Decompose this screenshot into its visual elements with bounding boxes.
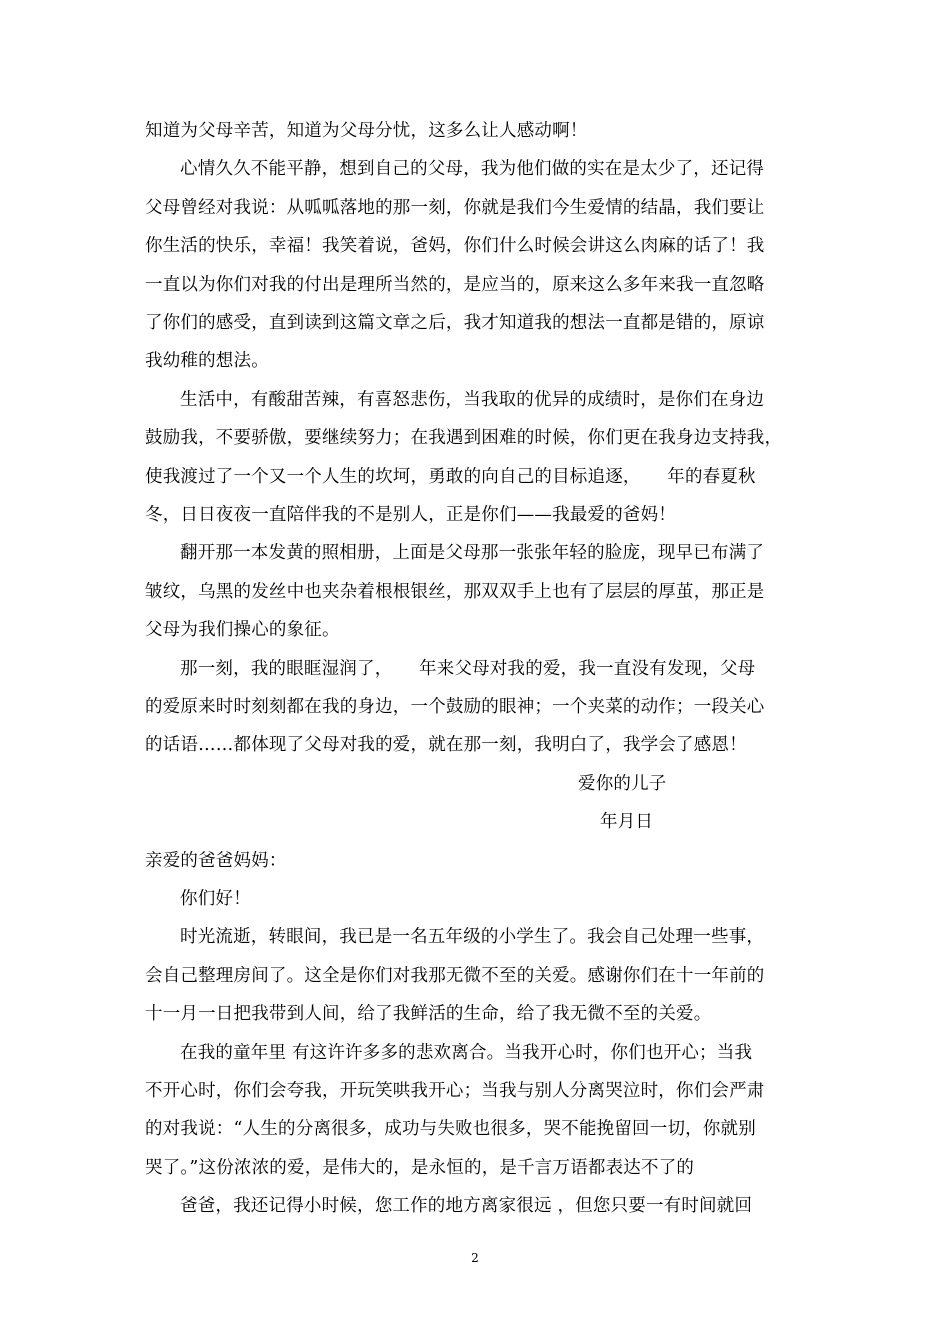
paragraph-start: 翻开那一本发黄的照相册，上面是父母那一张张年轻的脸庞，现早已布满了 xyxy=(180,543,765,563)
text-line: 皱纹，乌黑的发丝中也夹杂着根根银丝，那双双手上也有了层层的厚茧，那正是 xyxy=(145,582,765,602)
text-line: 使我渡过了一个又一个人生的坎坷，勇敢的向自己的目标追逐， 年的春夏秋 xyxy=(145,467,756,487)
text-line: 十一月一日把我带到人间，给了我鲜活的生命，给了我无微不至的关爱。 xyxy=(145,1004,712,1024)
text-line: 你生活的快乐，幸福！我笑着说，爸妈，你们什么时候会讲这么肉麻的话了！我 xyxy=(145,236,765,256)
date-line: 年月日 xyxy=(600,812,654,832)
text-line: 知道为父母辛苦，知道为父母分忧，这多么让人感动啊！ xyxy=(145,121,588,141)
text-line: 了你们的感受，直到读到这篇文章之后，我才知道我的想法一直都是错的，原谅 xyxy=(145,313,765,333)
paragraph-start: 时光流逝，转眼间，我已是一名五年级的小学生了。我会自己处理一些事， xyxy=(180,927,765,947)
signature: 爱你的儿子 xyxy=(578,774,667,794)
greeting: 你们好！ xyxy=(180,889,251,909)
text-line: 父母为我们操心的象征。 xyxy=(145,620,340,640)
salutation: 亲爱的爸爸妈妈： xyxy=(145,851,287,871)
text-line: 我幼稚的想法。 xyxy=(145,351,269,371)
paragraph-start: 爸爸，我还记得小时候，您工作的地方离家很远 ，但您只要一有时间就回 xyxy=(180,1196,753,1216)
text-line: 鼓励我，不要骄傲，要继续努力；在我遇到困难的时候，你们更在我身边支持我， xyxy=(145,428,783,448)
text-line: 会自己整理房间了。这全是你们对我那无微不至的关爱。感谢你们在十一年前的 xyxy=(145,966,765,986)
text-line: 的爱原来时时刻刻都在我的身边，一个鼓励的眼神；一个夹菜的动作；一段关心 xyxy=(145,697,765,717)
text-line: 的话语……都体现了父母对我的爱，就在那一刻，我明白了，我学会了感恩！ xyxy=(145,735,747,755)
page-number: 2 xyxy=(471,1251,479,1265)
text-line: 不开心时，你们会夸我，开玩笑哄我开心；当我与别人分离哭泣时，你们会严肃 xyxy=(145,1081,765,1101)
paragraph-start: 在我的童年里 有这许许多多的悲欢离合。当我开心时，你们也开心；当我 xyxy=(180,1043,753,1063)
text-line: 一直以为你们对我的付出是理所当然的，是应当的，原来这么多年来我一直忽略 xyxy=(145,275,765,295)
text-line: 冬，日日夜夜一直陪伴我的不是别人，正是你们——我最爱的爸妈！ xyxy=(145,505,676,525)
paragraph-start: 那一刻，我的眼眶湿润了， 年来父母对我的爱，我一直没有发现，父母 xyxy=(180,659,756,679)
text-line: 的对我说：“人生的分离很多，成功与失败也很多，哭不能挽留回一切，你就别 xyxy=(145,1119,756,1139)
paragraph-start: 心情久久不能平静，想到自己的父母，我为他们做的实在是太少了，还记得 xyxy=(180,159,765,179)
text-line: 父母曾经对我说：从呱呱落地的那一刻，你就是我们今生爱情的结晶，我们要让 xyxy=(145,198,765,218)
paragraph-start: 生活中，有酸甜苦辣，有喜怒悲伤，当我取的优异的成绩时，是你们在身边 xyxy=(180,390,765,410)
text-line: 哭了。”这份浓浓的爱，是伟大的，是永恒的，是千言万语都表达不了的 xyxy=(145,1158,695,1178)
